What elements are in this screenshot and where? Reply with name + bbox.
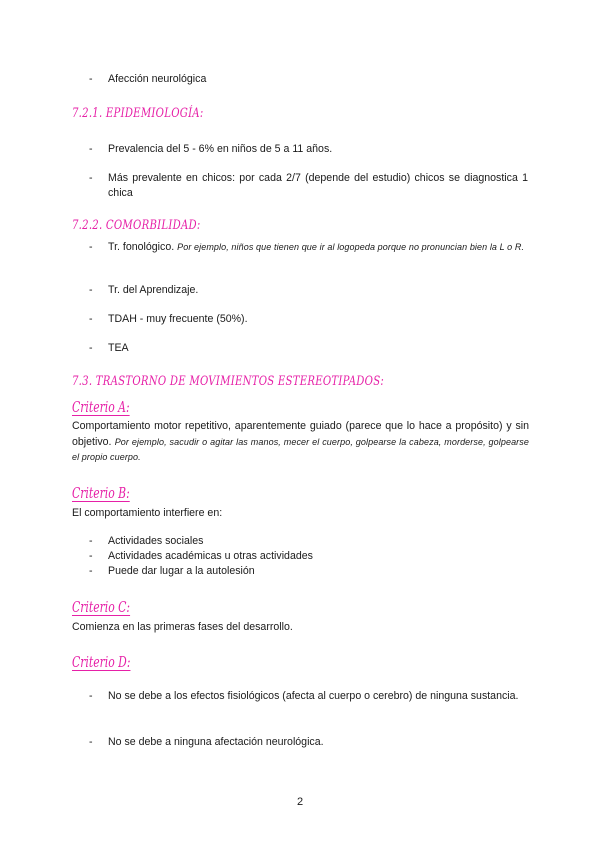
- bullet-dash: -: [89, 690, 93, 702]
- criterio-d-heading: Criterio D:: [72, 653, 131, 671]
- criterio-c-heading: Criterio C:: [72, 598, 131, 616]
- criterio-a-text: [72, 419, 529, 466]
- list-item: [108, 240, 528, 255]
- list-item: Actividades sociales: [108, 535, 204, 547]
- criterio-b-heading: Criterio B:: [72, 484, 130, 502]
- bullet-dash: -: [89, 73, 93, 85]
- criterio-c-text: Comienza en las primeras fases del desarrollo.: [72, 621, 293, 633]
- bullet-dash: -: [89, 342, 93, 354]
- list-item: No se debe a los efectos fisiológicos (afecta al cuerpo o cerebro) de ninguna sustancia.: [108, 690, 519, 702]
- list-item: TDAH - muy frecuente (50%).: [108, 313, 248, 325]
- bullet-dash: -: [89, 736, 93, 748]
- criterio-b-intro: El comportamiento interfiere en:: [72, 507, 223, 519]
- bullet-dash: -: [89, 313, 93, 325]
- list-item: Tr. del Aprendizaje.: [108, 284, 199, 296]
- bullet-dash: -: [89, 565, 93, 577]
- bullet-dash: -: [89, 284, 93, 296]
- list-item: Puede dar lugar a la autolesión: [108, 565, 255, 577]
- bullet-dash: -: [89, 535, 93, 547]
- list-item: TEA: [108, 342, 129, 354]
- bullet-dash: -: [89, 143, 93, 155]
- bullet-dash: -: [89, 241, 93, 253]
- section-heading-comorbilidad: 7.2.2. COMORBILIDAD:: [72, 218, 201, 233]
- list-item: Prevalencia del 5 - 6% en niños de 5 a 11 años.: [108, 143, 333, 155]
- list-item: Actividades académicas u otras actividades: [108, 550, 313, 562]
- bullet-dash: -: [89, 550, 93, 562]
- bullet-dash: -: [89, 172, 93, 184]
- list-item: No se debe a ninguna afectación neurológica.: [108, 736, 324, 748]
- list-item-text: Tr. fonológico.: [108, 241, 175, 253]
- section-heading-epidemiologia: 7.2.1. EPIDEMIOLOGÍA:: [72, 106, 204, 121]
- page-number: 2: [296, 796, 304, 808]
- criterio-a-heading: Criterio A:: [72, 398, 130, 416]
- list-item: Afección neurológica: [108, 73, 207, 85]
- section-heading-estereotipados: 7.3. TRASTORNO DE MOVIMIENTOS ESTEREOTIPADOS:: [72, 374, 385, 389]
- example-text: Por ejemplo, niños que tienen que ir al logopeda porque no pronuncian bien la L o R.: [177, 242, 525, 252]
- list-item: Más prevalente en chicos: por cada 2/7 (depende del estudio) chicos se diagnostica 1 chica: [108, 172, 528, 199]
- paragraph-text: Comportamiento motor repetitivo, aparentemente guiado (parece que lo hace a propósito) y sin objetivo.: [72, 420, 529, 448]
- example-text: Por ejemplo, sacudir o agitar las manos, mecer el cuerpo, golpearse la cabeza, morderse, golpearse el propio cuerpo.: [72, 436, 529, 462]
